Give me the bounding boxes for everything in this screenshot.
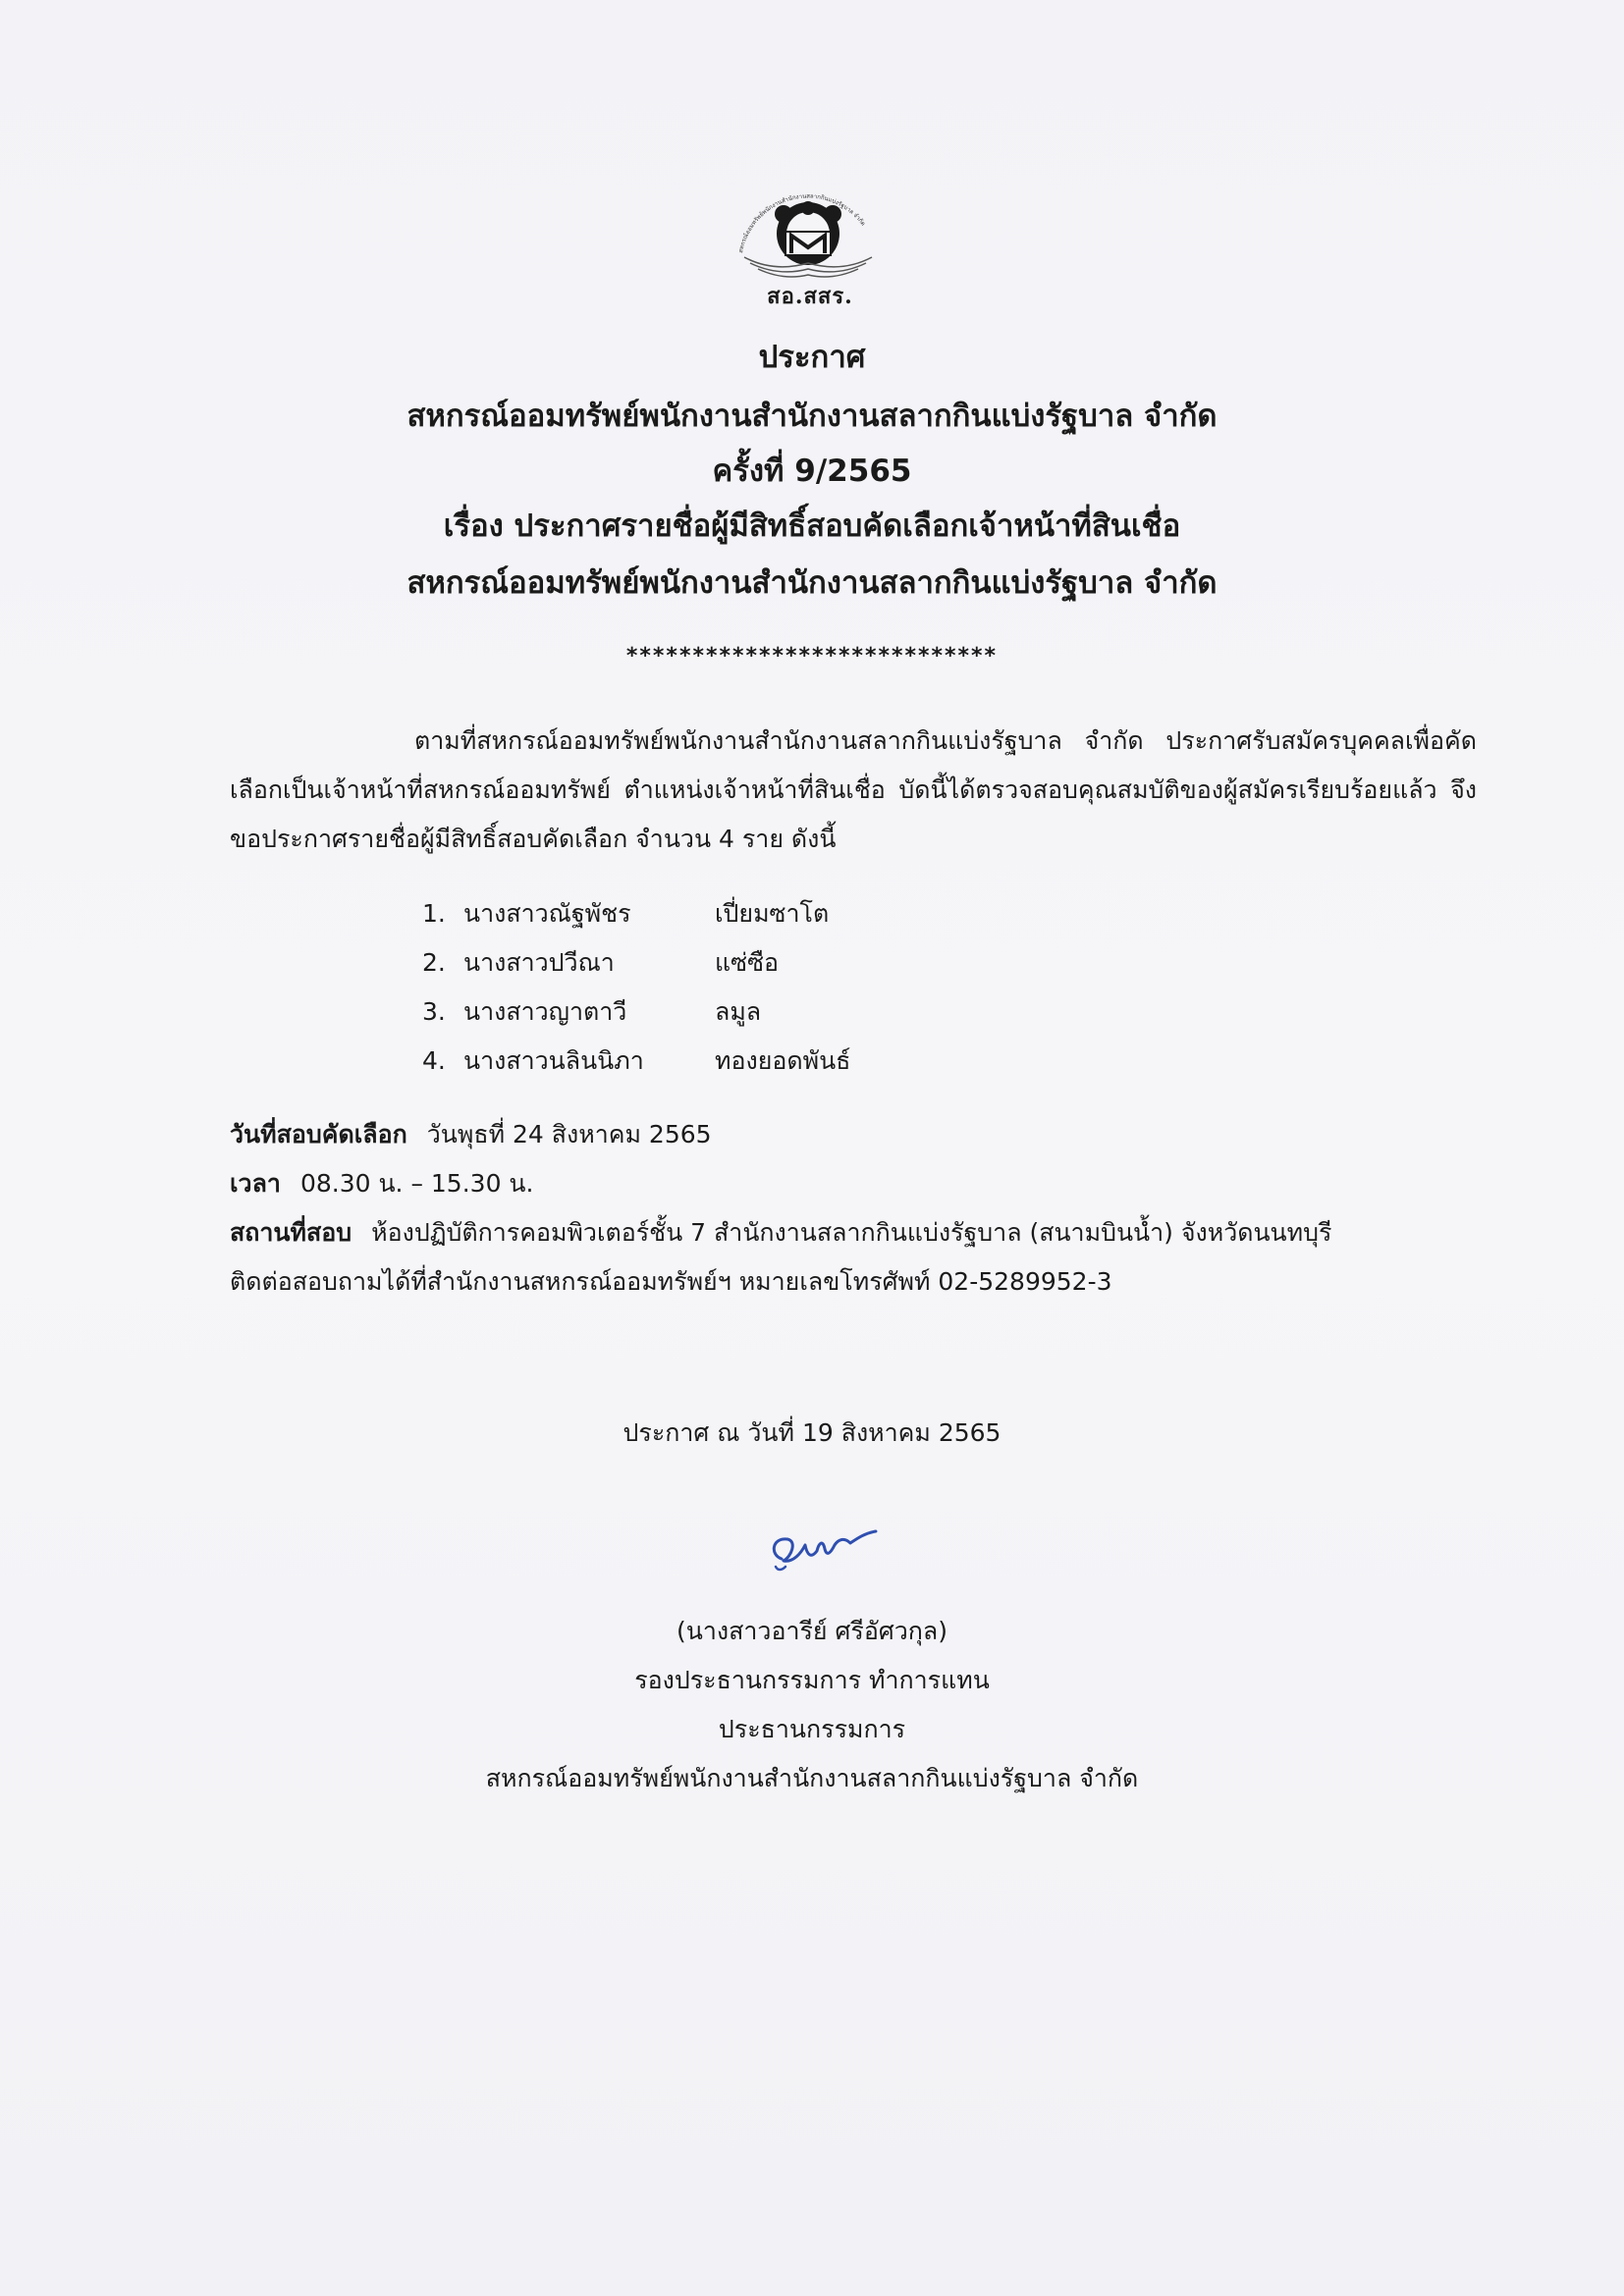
body-paragraph bbox=[230, 717, 1477, 864]
document-title: ประกาศ bbox=[758, 340, 866, 375]
announcement-number: ครั้งที่ 9/2565 bbox=[712, 454, 912, 489]
candidate-last-name: แซ่ซือ bbox=[715, 948, 780, 977]
organization-name: สหกรณ์ออมทรัพย์พนักงานสำนักงานสลากกินแบ่งรัฐบาล จำกัด bbox=[406, 399, 1218, 434]
candidate-first-name: นางสาวญาตาวี bbox=[463, 997, 627, 1026]
exam-date-line bbox=[230, 1117, 712, 1152]
body-paragraph-text: ตามที่สหกรณ์ออมทรัพย์พนักงานสำนักงานสลากกินแบ่งรัฐบาล จำกัด ประกาศรับสมัครบุคคลเพื่อคัดเลือกเป็นเจ้าหน้าที่สหกรณ์ออมทรัพย์ ตำแหน่งเจ้าหน้าที่สินเชื่อ บัดนี้ได้ตรวจสอบคุณสมบัติของผู้สมัครเรียบร้อยแล้ว จึงขอประกาศรายชื่อผู้มีสิทธิ์สอบคัดเลือก จำนวน 4 ราย ดังนี้ bbox=[230, 726, 1477, 853]
candidate-row bbox=[422, 938, 850, 988]
exam-place-label: สถานที่สอบ bbox=[230, 1218, 352, 1247]
candidate-row bbox=[422, 889, 850, 938]
candidate-first-name: นางสาวณัฐพัชร bbox=[463, 899, 631, 928]
contact-line: ติดต่อสอบถามได้ที่สำนักงานสหกรณ์ออมทรัพย์ฯ หมายเลขโทรศัพท์ 02-5289952-3 bbox=[230, 1267, 1112, 1296]
exam-date-label: วันที่สอบคัดเลือก bbox=[230, 1120, 407, 1148]
announcement-date: ประกาศ ณ วันที่ 19 สิงหาคม 2565 bbox=[623, 1418, 1001, 1447]
candidate-first-name: นางสาวปวีณา bbox=[463, 948, 615, 977]
candidate-number: 1. bbox=[422, 899, 446, 928]
announcement-subject: เรื่อง ประกาศรายชื่อผู้มีสิทธิ์สอบคัดเลือกเจ้าหน้าที่สินเชื่อ bbox=[443, 508, 1181, 544]
exam-place-value: ห้องปฏิบัติการคอมพิวเตอร์ชั้น 7 สำนักงานสลากกินแบ่งรัฐบาล (สนามบินน้ำ) จังหวัดนนทบุรี bbox=[371, 1218, 1332, 1247]
signatory-organization: สหกรณ์ออมทรัพย์พนักงานสำนักงานสลากกินแบ่งรัฐบาล จำกัด bbox=[485, 1764, 1139, 1792]
candidate-list bbox=[422, 889, 850, 1086]
candidate-first-name: นางสาวนลินนิภา bbox=[463, 1046, 644, 1075]
separator-stars: **************************** bbox=[625, 644, 999, 668]
exam-date-value: วันพุธที่ 24 สิงหาคม 2565 bbox=[426, 1120, 712, 1148]
exam-place-line bbox=[230, 1215, 1331, 1251]
exam-time-line bbox=[230, 1166, 533, 1201]
exam-time-value: 08.30 น. – 15.30 น. bbox=[299, 1169, 534, 1198]
candidate-number: 3. bbox=[422, 997, 446, 1026]
exam-time-label: เวลา bbox=[230, 1169, 281, 1198]
subject-organization: สหกรณ์ออมทรัพย์พนักงานสำนักงานสลากกินแบ่งรัฐบาล จำกัด bbox=[406, 565, 1218, 601]
candidate-row bbox=[422, 1037, 850, 1086]
signatory-position: รองประธานกรรมการ ทำการแทน bbox=[634, 1666, 990, 1694]
signatory-name: (นางสาวอารีย์ ศรีอัศวกุล) bbox=[677, 1617, 947, 1645]
candidate-number: 4. bbox=[422, 1046, 446, 1075]
candidate-last-name: ลมูล bbox=[715, 997, 762, 1026]
candidate-last-name: เปี่ยมซาโต bbox=[715, 899, 830, 928]
handwritten-signature bbox=[762, 1510, 919, 1588]
logo-arc-text: สหกรณ์ออมทรัพย์พนักงานสำนักงานสลากกินแบ่งรัฐบาล จำกัด bbox=[737, 192, 867, 254]
candidate-number: 2. bbox=[422, 948, 446, 977]
candidate-row bbox=[422, 988, 850, 1037]
candidate-last-name: ทองยอดพันธ์ bbox=[715, 1046, 851, 1075]
signatory-position-2: ประธานกรรมการ bbox=[718, 1715, 906, 1743]
logo-caption: สอ.สสร. bbox=[767, 284, 853, 309]
